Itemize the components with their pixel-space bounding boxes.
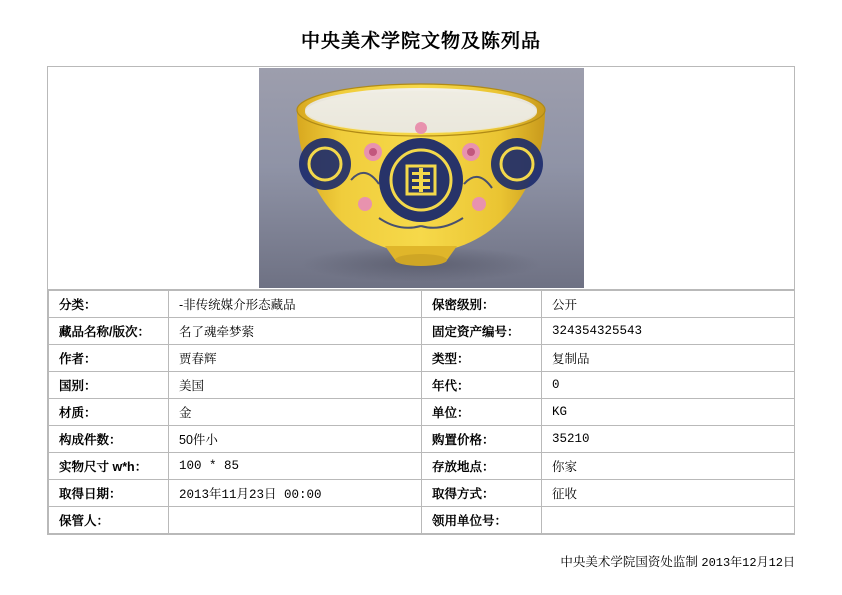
field-label: 购置价格： xyxy=(422,426,542,453)
field-value: 0 xyxy=(542,372,795,399)
field-label: 材质： xyxy=(49,399,169,426)
table-row xyxy=(49,291,795,318)
footer xyxy=(560,552,795,570)
field-label: 构成件数： xyxy=(49,426,169,453)
table-row xyxy=(49,426,795,453)
field-label: 存放地点： xyxy=(422,453,542,480)
table-row xyxy=(49,480,795,507)
field-value: 贾春辉 xyxy=(169,345,422,372)
page-title: 中央美术学院文物及陈列品 xyxy=(300,31,541,52)
table-row xyxy=(49,318,795,345)
field-value: 名了魂牵梦萦 xyxy=(169,318,422,345)
field-value xyxy=(169,507,422,534)
field-value: 复制品 xyxy=(542,345,795,372)
field-label: 藏品名称/版次： xyxy=(49,318,169,345)
artifact-image-cell xyxy=(48,67,794,290)
field-value: 你家 xyxy=(542,453,795,480)
field-label: 固定资产编号： xyxy=(422,318,542,345)
field-value: 公开 xyxy=(542,291,795,318)
footer-date: 2013年12月12日 xyxy=(701,556,795,570)
porcelain-bowl-photo xyxy=(259,68,584,288)
field-label: 作者： xyxy=(49,345,169,372)
table-row xyxy=(49,399,795,426)
field-value: 征收 xyxy=(542,480,795,507)
field-value xyxy=(542,507,795,534)
field-label: 取得日期： xyxy=(49,480,169,507)
artifact-card xyxy=(47,66,795,535)
table-row xyxy=(49,453,795,480)
table-row xyxy=(49,372,795,399)
field-label: 领用单位号： xyxy=(422,507,542,534)
table-row xyxy=(49,345,795,372)
field-label: 保管人： xyxy=(49,507,169,534)
field-label: 国别： xyxy=(49,372,169,399)
field-value: 金 xyxy=(169,399,422,426)
field-label: 分类： xyxy=(49,291,169,318)
field-value: KG xyxy=(542,399,795,426)
field-value: 美国 xyxy=(169,372,422,399)
field-label: 实物尺寸 w*h： xyxy=(49,453,169,480)
field-label: 年代： xyxy=(422,372,542,399)
artifact-info-table xyxy=(48,290,795,534)
field-value: 2013年11月23日 00:00 xyxy=(169,480,422,507)
field-value: 324354325543 xyxy=(542,318,795,345)
field-value: 100 * 85 xyxy=(169,453,422,480)
field-label: 单位： xyxy=(422,399,542,426)
field-label: 取得方式： xyxy=(422,480,542,507)
table-row xyxy=(49,507,795,534)
field-value: -非传统媒介形态藏品 xyxy=(169,291,422,318)
field-label: 类型： xyxy=(422,345,542,372)
field-value: 35210 xyxy=(542,426,795,453)
footer-text: 中央美术学院国资处监制 xyxy=(560,555,698,569)
field-label: 保密级别： xyxy=(422,291,542,318)
field-value: 50件小 xyxy=(169,426,422,453)
